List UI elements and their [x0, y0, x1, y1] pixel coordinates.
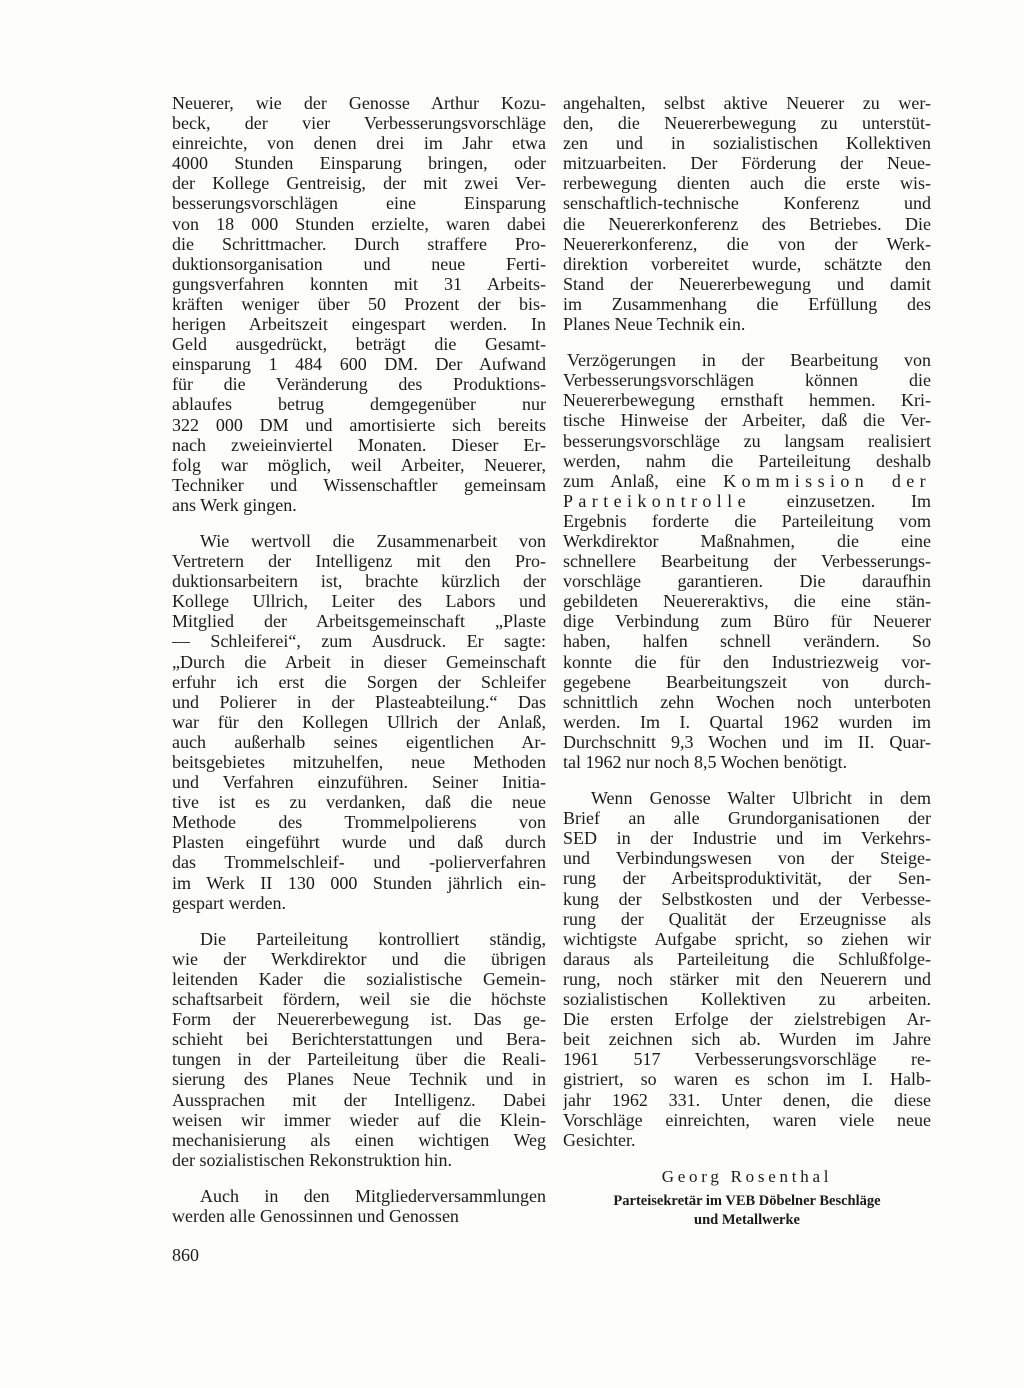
text-line: werden, nahm die Parteileitung deshalb	[563, 450, 931, 471]
text-line: zen und in sozialistischen Kollektiven	[563, 133, 931, 154]
text-line: Verzögerungen in der Bearbeitung von	[567, 350, 931, 371]
text-line: duktionsarbeitern ist, brachte kürzlich der	[172, 571, 546, 592]
text-line: angehalten, selbst aktive Neuerer zu wer-	[563, 93, 931, 113]
spaced-emphasis: Parteikontrolle	[563, 490, 751, 511]
text-line: gebildeten Neuereraktivs, die eine stän-	[563, 591, 931, 612]
text-line: rung der Qualität der Erzeugnisse als	[563, 908, 931, 929]
text-line: Planes Neue Technik ein.	[563, 314, 746, 335]
text-line: die Schrittmacher. Durch straffere Pro-	[172, 233, 546, 254]
text-line: und Verfahren einzuführen. Seiner Initia-	[172, 772, 546, 793]
text-line: Neuererkonferenz, die von der Werk-	[563, 233, 931, 254]
text-line: mitzuarbeiten. Der Förderung der Neue-	[563, 153, 931, 174]
text-line: schaftsarbeit fördern, weil sie die höchste	[172, 989, 546, 1010]
text-line: einsparung 1 484 600 DM. Der Aufwand	[172, 354, 546, 375]
text-line: SED in der Industrie und im Verkehrs-	[563, 828, 931, 849]
text-line: Vorschläge einreichten, waren viele neue	[563, 1109, 931, 1130]
text-line: tische Hinweise der Arbeiter, daß die Ver-	[563, 410, 931, 431]
text-line: Mitglied der Arbeitsgemeinschaft „Plaste	[172, 611, 546, 632]
text-line: 322 000 DM und amortisierte sich bereits	[172, 414, 546, 435]
text-line: daraus als Parteileitung die Schlußfolge-	[563, 948, 931, 969]
text-line: 4000 Stunden Einsparung bringen, oder	[172, 153, 546, 174]
paragraph	[563, 350, 931, 772]
text-line: wichtigste Aufgabe spricht, so ziehen wir	[563, 928, 931, 949]
text-line	[563, 471, 931, 491]
text-line: für die Veränderung des Produktions-	[172, 374, 546, 395]
text-line: kräften weniger über 50 Prozent der bis-	[172, 293, 546, 314]
paragraph	[563, 788, 931, 1150]
text-segment: einzusetzen. Im	[750, 490, 931, 511]
text-line: auch außerhalb seines eigentlichen Ar-	[172, 731, 546, 752]
text-line: Ergebnis forderte die Parteileitung vom	[563, 510, 931, 531]
text-line: der sozialistischen Rekonstruktion hin.	[172, 1149, 452, 1170]
text-line: konnte die für den Industriezweig vor-	[563, 651, 931, 672]
text-line: direktion vorbereitet wurde, schätzte den	[563, 253, 931, 274]
text-line: mechanisierung als einen wichtigen Weg	[172, 1129, 546, 1150]
text-line: jahr 1962 331. Unter denen, die diese	[563, 1089, 931, 1110]
paragraph	[172, 1186, 546, 1226]
text-line: werden alle Genossinnen und Genossen	[172, 1205, 459, 1226]
text-line: kung der Selbstkosten und der Verbesse-	[563, 888, 931, 909]
text-line: schieht bei Berichterstattungen und Bera-	[172, 1029, 546, 1050]
text-line: dige Verbindung zum Büro für Neuerer	[563, 611, 931, 632]
text-line: Gesichter.	[563, 1129, 636, 1150]
text-line: Wie wertvoll die Zusammenarbeit von	[200, 530, 546, 551]
text-line: leitenden Kader die sozialistische Gemein-	[172, 968, 546, 989]
text-line: nach zweieinviertel Monaten. Dieser Er-	[172, 434, 546, 455]
text-line: Wenn Genosse Walter Ulbricht in dem	[591, 788, 931, 809]
text-line: Methode des Trommelpolierens von	[172, 812, 546, 833]
text-line: gespart werden.	[172, 892, 286, 913]
text-line: werden. Im I. Quartal 1962 wurden im	[563, 711, 931, 732]
text-line: Neuerer, wie der Genosse Arthur Kozu-	[172, 93, 546, 113]
text-line: und Polierer in der Plasteabteilung.“ Das	[172, 691, 546, 712]
left-column	[172, 93, 546, 1242]
text-line: duktionsorganisation und neue Ferti-	[172, 253, 546, 274]
text-line: Plasten eingeführt wurde und daß durch	[172, 832, 546, 853]
text-line: Kollege Ullrich, Leiter des Labors und	[172, 591, 546, 612]
text-line: erfuhr ich erst die Sorgen der Schleifer	[172, 671, 546, 692]
spaced-emphasis: Kommission der	[723, 470, 931, 491]
text-line: Vertretern der Intelligenz mit den Pro-	[172, 551, 546, 572]
text-line: die Neuererkonferenz des Betriebes. Die	[563, 213, 931, 234]
text-line: Werkdirektor Maßnahmen, die eine	[563, 530, 931, 551]
paragraph	[172, 531, 546, 913]
text-line: Die ersten Erfolge der zielstrebigen Ar-	[563, 1009, 931, 1030]
text-line: das Trommelschleif- und -polierverfahren	[172, 852, 546, 873]
paragraph	[563, 93, 931, 334]
author-name: Georg Rosenthal	[661, 1166, 833, 1186]
paragraph	[172, 93, 546, 515]
text-line: der Kollege Gentreisig, der mit zwei Ver-	[172, 173, 546, 194]
text-line: folg war möglich, weil Arbeiter, Neuerer,	[172, 454, 546, 475]
author-role	[563, 1192, 931, 1230]
text-line: von 18 000 Stunden erzielte, waren dabei	[172, 213, 546, 234]
text-line: vorschläge garantieren. Die daraufhin	[563, 571, 931, 592]
text-line: ans Werk gingen.	[172, 494, 297, 515]
text-line: gegebene Bearbeitungszeit von durch-	[563, 671, 931, 692]
text-line	[563, 491, 931, 511]
text-line: schnellere Bearbeitung der Verbesserungs-	[563, 551, 931, 572]
text-line: Brief an alle Grundorganisationen der	[563, 808, 931, 829]
text-line: wie der Werkdirektor und die übrigen	[172, 948, 546, 969]
text-line: beit zeichnen sich ab. Wurden im Jahre	[563, 1029, 931, 1050]
text-line: ablaufes betrug demgegenüber nur	[172, 394, 546, 415]
text-line: weisen wir immer wieder auf die Klein-	[172, 1109, 546, 1130]
text-line: im Zusammenhang die Erfüllung des	[563, 293, 931, 314]
text-line: den, die Neuererbewegung zu unterstüt-	[563, 113, 931, 134]
text-line: im Werk II 130 000 Stunden jährlich ein-	[172, 872, 546, 893]
right-column	[563, 93, 931, 1230]
page-number: 860	[172, 1245, 199, 1265]
text-line: 1961 517 Verbesserungsvorschläge re-	[563, 1049, 931, 1070]
text-line: — Schleiferei“, zum Ausdruck. Er sagte:	[172, 631, 546, 652]
text-line: senschaftlich-technische Konferenz und	[563, 193, 931, 214]
author-role-line: und Metallwerke	[694, 1211, 800, 1228]
text-line: haben, halfen schnell verändern. So	[563, 631, 931, 652]
text-line: Durchschnitt 9,3 Wochen und im II. Quar-	[563, 731, 931, 752]
text-line: tive ist es zu verdanken, daß die neue	[172, 792, 546, 813]
text-line: tungen in der Parteileitung über die Reali-	[172, 1049, 546, 1070]
right-column-body	[563, 93, 931, 1150]
author-role-line: Parteisekretär im VEB Döbelner Beschläge	[613, 1192, 881, 1209]
text-line: herigen Arbeitszeit eingespart werden. In	[172, 314, 546, 335]
text-line: besserungsvorschläge zu langsam realisiert	[563, 430, 931, 451]
text-line: gistriert, so waren es schon im I. Halb-	[563, 1069, 931, 1090]
text-line: und Verbindungswesen von der Steige-	[563, 848, 931, 869]
text-line: beck, der vier Verbesserungsvorschläge	[172, 113, 546, 134]
text-line: gungsverfahren konnten mit 31 Arbeits-	[172, 273, 546, 294]
text-line: Stand der Neuererbewegung und damit	[563, 273, 931, 294]
text-line: sierung des Planes Neue Technik und in	[172, 1069, 546, 1090]
text-line: Form der Neuererbewegung ist. Das ge-	[172, 1009, 546, 1030]
text-line: Geld ausgedrückt, beträgt die Gesamt-	[172, 334, 546, 355]
text-line: besserungsvorschlägen eine Einsparung	[172, 193, 546, 214]
text-line: war für den Kollegen Ullrich der Anlaß,	[172, 711, 546, 732]
text-line: Techniker und Wissenschaftler gemeinsam	[172, 474, 546, 495]
text-line: rung, noch stärker mit den Neuerern und	[563, 968, 931, 989]
text-line: einreichte, von denen drei im Jahr etwa	[172, 133, 546, 154]
text-line: tal 1962 nur noch 8,5 Wochen benötigt.	[563, 752, 848, 772]
text-line: schnittlich zehn Wochen noch unterboten	[563, 691, 931, 712]
text-line: Auch in den Mitgliederversammlungen	[200, 1185, 546, 1206]
text-line: „Durch die Arbeit in dieser Gemeinschaft	[172, 651, 546, 672]
signature-block	[563, 1166, 931, 1230]
text-line: rerbewegung dienten auch die erste wis-	[563, 173, 931, 194]
text-line: rung der Arbeitsproduktivität, der Sen-	[563, 868, 931, 889]
text-line: Verbesserungsvorschlägen können die	[563, 370, 931, 391]
text-line: Aussprachen mit der Intelligenz. Dabei	[172, 1089, 546, 1110]
text-line: Neuererbewegung ernsthaft hemmen. Kri-	[563, 390, 931, 411]
text-line: sozialistischen Kollektiven zu arbeiten.	[563, 989, 931, 1010]
text-line: Die Parteileitung kontrolliert ständig,	[200, 928, 546, 949]
paragraph	[172, 929, 546, 1170]
text-line: beitsgebietes mitzuhelfen, neue Methoden	[172, 752, 546, 772]
text-segment: zum Anlaß, eine	[563, 470, 724, 491]
